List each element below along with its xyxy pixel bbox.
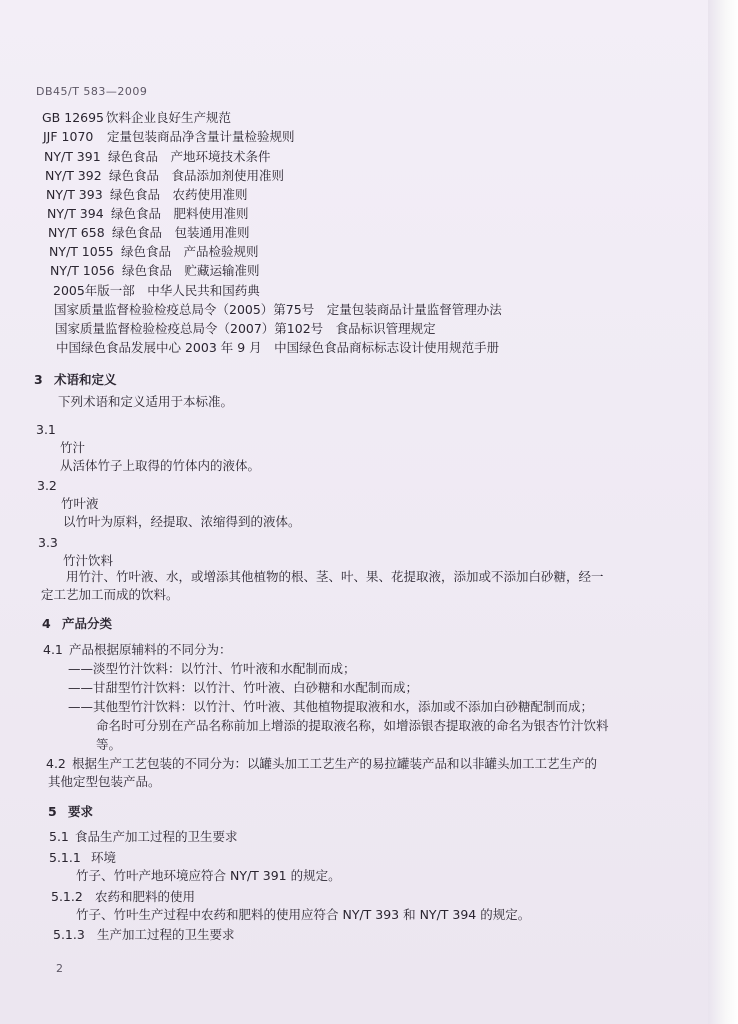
section-heading: 4 产品分类 [42,616,113,631]
reference-item: NY/T 1056 绿色食品 贮藏运输准则 [50,263,260,278]
clause: 4.1 产品根据原辅料的不同分为： [43,642,232,657]
reference-item: NY/T 393 绿色食品 农药使用准则 [46,187,248,202]
clause-continued: 其他定型包装产品。 [48,774,161,789]
list-item: ——淡型竹汁饮料：以竹汁、竹叶液和水配制而成； [68,661,356,676]
page-edge [708,0,738,1024]
page-number: 2 [56,962,63,975]
section-intro: 下列术语和定义适用于本标准。 [58,394,234,409]
reference-item: NY/T 658 绿色食品 包装通用准则 [48,225,250,240]
term-definition: 用竹汁、竹叶液、水，或增添其他植物的根、茎、叶、果、花提取液，添加或不添加白砂糖，经一 [66,569,604,584]
reference-item: NY/T 391 绿色食品 产地环境技术条件 [44,149,271,164]
term-definition: 以竹叶为原料，经提取、浓缩得到的液体。 [63,514,301,529]
clause-heading: 5.1.1 环境 [49,850,117,865]
clause-number: 3.2 [37,478,57,493]
reference-item: JJF 1070 定量包装商品净含量计量检验规则 [43,129,295,144]
reference-item: NY/T 392 绿色食品 食品添加剂使用准则 [45,168,285,183]
reference-document: 2005年版一部 中华人民共和国药典 [53,283,260,298]
reference-item: NY/T 1055 绿色食品 产品检验规则 [49,244,259,259]
clause-heading: 5.1.2 农药和肥料的使用 [51,889,196,904]
standard-id: DB45/T 583—2009 [36,85,148,98]
term: 竹汁 [60,440,86,455]
term: 竹叶液 [61,496,99,511]
section-heading: 5 要求 [48,804,94,819]
reference-item: GB 12695 饮料企业良好生产规范 [42,110,232,125]
clause-heading: 5.1 食品生产加工过程的卫生要求 [49,829,238,844]
list-item-continued: 命名时可分别在产品名称前加上增添的提取液名称，如增添银杏提取液的命名为银杏竹汁饮料 [96,718,609,733]
clause-text: 竹子、竹叶产地环境应符合 NY/T 391 的规定。 [76,868,341,883]
reference-item: NY/T 394 绿色食品 肥料使用准则 [47,206,249,221]
list-item-continued: 等。 [96,737,122,752]
clause-text: 竹子、竹叶生产过程中农药和肥料的使用应符合 NY/T 393 和 NY/T 394 的规定。 [76,907,531,922]
section-heading: 3 术语和定义 [34,372,117,387]
list-item: ——其他型竹汁饮料：以竹汁、竹叶液、其他植物提取液和水，添加或不添加白砂糖配制而成； [68,699,594,714]
reference-document: 中国绿色食品发展中心 2003 年 9 月 中国绿色食品商标标志设计使用规范手册 [56,340,500,355]
clause: 4.2 根据生产工艺包装的不同分为：以罐头加工工艺生产的易拉罐装产品和以非罐头加工工艺生产的 [46,756,598,771]
term-definition: 从活体竹子上取得的竹体内的液体。 [60,458,261,473]
reference-document: 国家质量监督检验检疫总局令（2005）第75号 定量包装商品计量监督管理办法 [54,302,502,317]
term-definition-continued: 定工艺加工而成的饮料。 [41,587,179,602]
list-item: ——甘甜型竹汁饮料：以竹汁、竹叶液、白砂糖和水配制而成； [68,680,419,695]
reference-document: 国家质量监督检验检疫总局令（2007）第102号 食品标识管理规定 [55,321,436,336]
clause-number: 3.1 [36,422,56,437]
clause-heading: 5.1.3 生产加工过程的卫生要求 [53,927,235,942]
term: 竹汁饮料 [63,553,114,568]
clause-number: 3.3 [38,535,58,550]
